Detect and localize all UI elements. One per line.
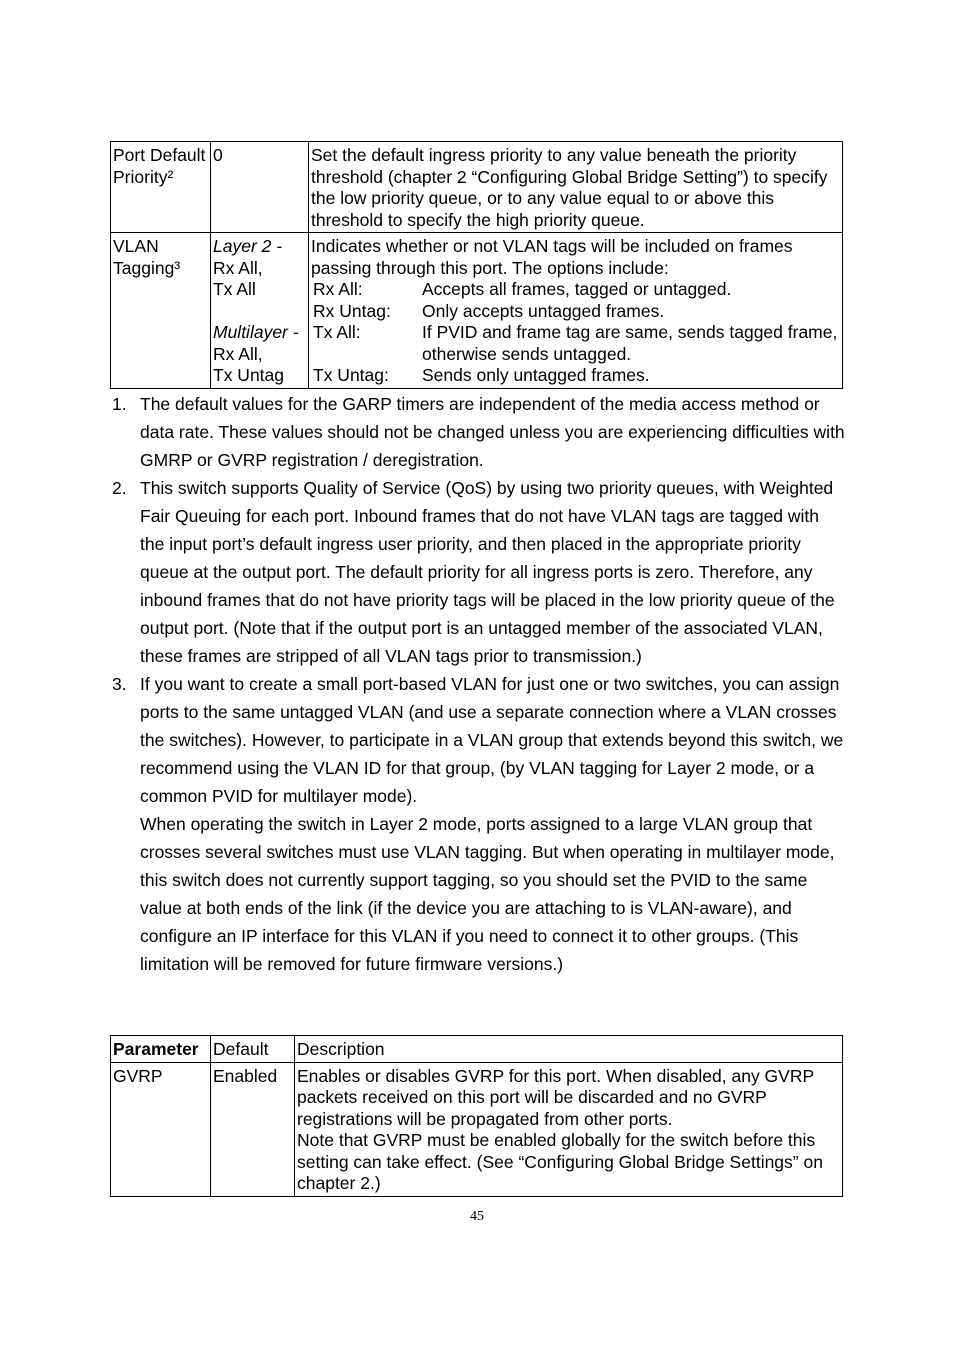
option-key: Rx All:	[313, 279, 363, 299]
default-layer2-rx: Rx All,	[213, 257, 263, 278]
description-note: Note that GVRP must be enabled globally for the switch before this setting can take effect. (See “Configuring Global Bridge Settings” on chapter 2.)	[297, 1130, 823, 1193]
gvrp-table	[110, 1035, 843, 1197]
header-parameter: Parameter	[111, 1036, 211, 1063]
footnote-text-continued: When operating the switch in Layer 2 mode, ports assigned to a large VLAN group that crosses several switches must use VLAN tagging. But when operating in multilayer mode, this switch does not currently support tagging, so you should set the PVID to the same value at both ends of the link (if the device you are attaching to is VLAN-aware), and configure an IP interface for this VLAN if you need to connect it to other groups. (This limitation will be removed for future firmware versions.)	[140, 814, 835, 974]
default-layer2-tx: Tx All	[213, 279, 256, 299]
page-number: 45	[470, 1209, 484, 1224]
default-text: Enabled	[213, 1065, 278, 1086]
table-header-row	[111, 1036, 843, 1063]
footnote-number: 1.	[112, 394, 127, 414]
option-key: Tx Untag:	[313, 365, 389, 385]
option-row	[311, 279, 840, 301]
default-layer2-label: Layer 2 -	[213, 236, 283, 256]
option-value: If PVID and frame tag are same, sends tagged frame, otherwise sends untagged.	[422, 322, 838, 364]
default-cell	[211, 233, 309, 389]
description-text: Enables or disables GVRP for this port. When disabled, any GVRP packets received on this port will be discarded and no GVRP registrations will be propagated from other ports.	[297, 1065, 814, 1129]
footnote-text: The default values for the GARP timers are independent of the media access method or data rate. These values should not be changed unless you are experiencing difficulties with GMRP or GVRP registration / deregistration.	[140, 394, 845, 470]
parameter-text: GVRP	[113, 1065, 163, 1086]
default-cell	[211, 142, 309, 233]
parameter-cell	[111, 233, 211, 389]
footnote-number: 2.	[112, 478, 127, 498]
description-intro: Indicates whether or not VLAN tags will be included on frames passing through this port. The options include:	[311, 236, 793, 278]
option-value: Accepts all frames, tagged or untagged.	[422, 279, 732, 299]
parameter-text: Port Default Priority²	[113, 145, 206, 187]
option-row	[311, 365, 840, 387]
header-description: Description	[295, 1036, 843, 1063]
description-cell	[309, 142, 843, 233]
footnote-text: If you want to create a small port-based VLAN for just one or two switches, you can assign ports to the same untagged VLAN (and use a separate connection where a VLAN crosses the switches). However, to participate in a VLAN group that extends beyond this switch, we recommend using the VLAN ID for that group, (by VLAN tagging for Layer 2 mode, or a common PVID for multilayer mode).	[140, 674, 844, 806]
table-row	[111, 233, 843, 389]
parameter-cell	[111, 142, 211, 233]
footnote-number: 3.	[112, 674, 127, 694]
list-item	[110, 390, 845, 474]
option-row	[311, 322, 840, 365]
list-item	[110, 474, 845, 670]
default-multilayer-rx: Rx All,	[213, 343, 263, 364]
description-cell	[295, 1062, 843, 1196]
header-default: Default	[211, 1036, 295, 1063]
default-text: 0	[213, 145, 223, 165]
option-key: Tx All:	[313, 322, 361, 342]
option-key: Rx Untag:	[313, 300, 391, 321]
default-multilayer-label: Multilayer -	[213, 322, 299, 342]
table-row	[111, 1062, 843, 1196]
list-item	[110, 670, 845, 978]
default-cell	[211, 1062, 295, 1196]
port-settings-table	[110, 141, 843, 389]
parameter-text: VLAN Tagging³	[113, 236, 181, 278]
option-value: Only accepts untagged frames.	[422, 300, 665, 321]
parameter-cell	[111, 1062, 211, 1196]
description-cell	[309, 233, 843, 389]
option-row	[311, 301, 840, 323]
option-value: Sends only untagged frames.	[422, 365, 650, 385]
table-row	[111, 142, 843, 233]
default-multilayer-tx: Tx Untag	[213, 365, 284, 385]
footnotes-list	[110, 390, 845, 978]
footnote-text: This switch supports Quality of Service (QoS) by using two priority queues, with Weighted Fair Queuing for each port. Inbound frames that do not have VLAN tags are tagged with the input port’s default ingress user priority, and then placed in the appropriate priority queue at the output port. The default priority for all ingress ports is zero. Therefore, any inbound frames that do not have priority tags will be placed in the low priority queue of the output port. (Note that if the output port is an untagged member of the associated VLAN, these frames are stripped of all VLAN tags prior to transmission.)	[140, 478, 835, 666]
description-text: Set the default ingress priority to any value beneath the priority threshold (chapter 2 “Configuring Global Bridge Setting”) to specify the low priority queue, or to any value equal to or above this threshold to specify the high priority queue.	[311, 145, 828, 230]
